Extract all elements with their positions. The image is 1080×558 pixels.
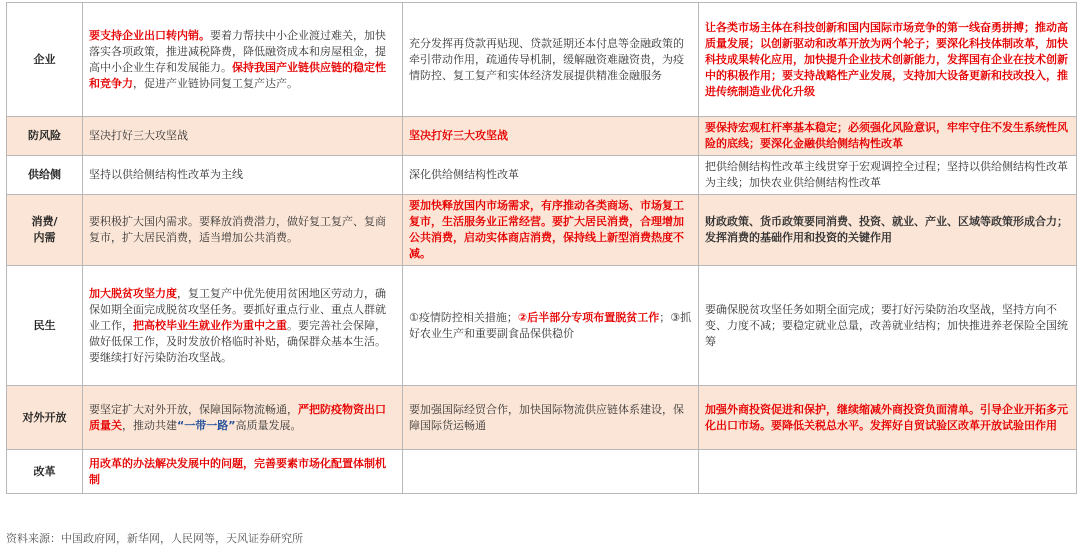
text-segment: 高质量发展。 — [235, 418, 302, 432]
policy-col-1-cell — [83, 117, 403, 156]
text-segment: ①疫情防控相关措施； — [409, 310, 518, 324]
text-segment: 要着力帮扶中小企业渡过难关，加快落实各项政策，推进减税降费，降低融资成本和房屋租金，提高中小企业生存和发展能力。 — [89, 28, 386, 74]
category-label: 供给侧 — [28, 168, 61, 181]
text-segment: 充分发挥再贷款再贴现、贷款延期还本付息等金融政策的牵引带动作用，疏通传导机制，缓解融资难融资贵，为疫情防控、复工复产和实体经济发展提供精准金融服务 — [409, 36, 684, 82]
text-segment: 。要完善社会保障，做好低保工作，及时发放价格临时补贴，确保群众基本生活。要继续打好污染防治攻坚战。 — [89, 318, 386, 364]
policy-col-2-cell — [403, 450, 699, 494]
category-cell — [7, 156, 83, 195]
policy-col-3-cell — [699, 156, 1077, 195]
policy-col-2-cell — [403, 266, 699, 386]
text-segment: 保持我国产业链供应链的稳定性和竞争力 — [89, 60, 386, 90]
text-segment: 要加快释放国内市场需求，有序推动各类商场、市场复工复市，生活服务业正常经营。要扩大居民消费，合理增加公共消费，启动实体商店消费，保持线上新型消费热度不减。 — [409, 199, 684, 260]
policy-col-3-cell — [699, 266, 1077, 386]
policy-col-3-cell — [699, 117, 1077, 156]
table-body — [7, 3, 1077, 494]
text-segment: 要坚定扩大对外开放，保障国际物流畅通， — [89, 402, 298, 416]
table-row — [7, 195, 1077, 266]
category-cell — [7, 386, 83, 450]
text-segment: 加强外商投资促进和保护，继续缩减外商投资负面清单。引导企业开拓多元化出口市场。要降低关税总水平。发挥好自贸试验区改革开放试验田作用 — [705, 402, 1068, 432]
source-note: 资料来源：中国政府网，新华网，人民网等，天风证券研究所 — [6, 532, 303, 545]
text-segment: 坚持以供给侧结构性改革为主线 — [89, 168, 243, 181]
policy-col-2-cell — [403, 156, 699, 195]
text-segment: 把供给侧结构性改革主线贯穿于宏观调控全过程；坚持以供给侧结构性改革为主线；加快农业供给侧结构性改革 — [705, 160, 1068, 189]
policy-col-2-cell — [403, 117, 699, 156]
text-segment: 财政政策、货币政策要同消费、投资、就业、产业、区域等政策形成合力；发挥消费的基础作用和投资的关键作用 — [705, 215, 1068, 244]
policy-col-2-cell — [403, 386, 699, 450]
category-label: 消费/ 内需 — [31, 215, 58, 244]
policy-col-1-cell — [83, 450, 403, 494]
text-segment: ②后半部分专项布置脱贫工作 — [517, 310, 660, 324]
text-segment: 把高校毕业生就业作为重中之重 — [133, 318, 287, 332]
policy-col-1-cell — [83, 156, 403, 195]
policy-col-3-cell — [699, 386, 1077, 450]
text-segment: “一带一路” — [177, 418, 236, 432]
category-cell — [7, 195, 83, 266]
category-label: 改革 — [33, 464, 56, 478]
policy-col-1-cell — [83, 386, 403, 450]
category-label: 企业 — [33, 52, 56, 66]
policy-col-1-cell — [83, 3, 403, 117]
policy-col-3-cell — [699, 3, 1077, 117]
category-label: 防风险 — [28, 129, 61, 142]
text-segment: 让各类市场主体在科技创新和国内国际市场竞争的第一线奋勇拼搏；推动高质量发展；以创新驱动和改革开放为两个轮子；要深化科技体制改革，加快科技成果转化应用，加快提升企业技术创新能力，发挥国有企业在技术创新中的积极作用；要支持战略性产业发展，支持加大设备更新和技改投入，推进传统制造业优化升级 — [705, 20, 1068, 98]
policy-comparison-table — [6, 2, 1077, 494]
text-segment: 要加强国际经贸合作，加快国际物流供应链体系建设，保障国际货运畅通 — [409, 402, 684, 432]
table-row — [7, 117, 1077, 156]
table-row — [7, 3, 1077, 117]
text-segment: ；③抓好农业生产和重要副食品保供稳价 — [409, 310, 692, 340]
table-row — [7, 156, 1077, 195]
category-cell — [7, 266, 83, 386]
text-segment: 要支持企业出口转内销。 — [89, 28, 210, 42]
text-segment: 要确保脱贫攻坚任务如期全面完成；要打好污染防治攻坚战，坚持方向不变、力度不减；要稳定就业总量，改善就业结构；加快推进养老保险全国统筹 — [705, 302, 1068, 348]
text-segment: ，复工复产中优先使用贫困地区劳动力，确保如期全面完成脱贫攻坚任务。要抓好重点行业、重点人群就业工作， — [89, 286, 386, 332]
table-row — [7, 386, 1077, 450]
text-segment: 坚决打好三大攻坚战 — [89, 129, 188, 142]
category-cell — [7, 3, 83, 117]
text-segment: 要保持宏观杠杆率基本稳定；必须强化风险意识，牢牢守住不发生系统性风险的底线；要深化金融供给侧结构性改革 — [705, 121, 1068, 150]
text-segment: ，推动共建 — [122, 418, 177, 432]
text-segment: 要积极扩大国内需求。要释放消费潜力，做好复工复产、复商复市，扩大居民消费，适当增加公共消费。 — [89, 215, 386, 244]
policy-col-1-cell — [83, 195, 403, 266]
text-segment: 用改革的办法解决发展中的问题，完善要素市场化配置体制机制 — [89, 456, 386, 486]
category-label: 对外开放 — [22, 410, 67, 424]
category-cell — [7, 450, 83, 494]
text-segment: ，促进产业链协同复工复产达产。 — [133, 76, 298, 90]
text-segment: 加大脱贫攻坚力度 — [89, 286, 177, 300]
table-row — [7, 266, 1077, 386]
table-row — [7, 450, 1077, 494]
text-segment: 坚决打好三大攻坚战 — [409, 129, 508, 142]
policy-col-2-cell — [403, 195, 699, 266]
policy-col-1-cell — [83, 266, 403, 386]
text-segment: 深化供给侧结构性改革 — [409, 168, 519, 181]
category-label: 民生 — [33, 318, 56, 332]
policy-col-2-cell — [403, 3, 699, 117]
policy-col-3-cell — [699, 450, 1077, 494]
category-cell — [7, 117, 83, 156]
policy-col-3-cell — [699, 195, 1077, 266]
text-segment: 严把防疫物资出口质量关 — [89, 402, 386, 432]
